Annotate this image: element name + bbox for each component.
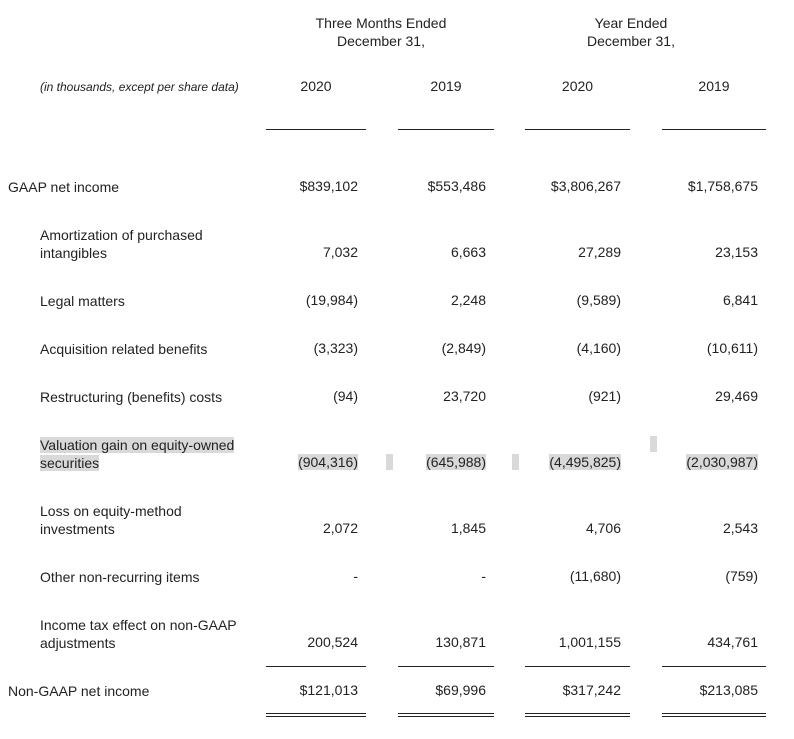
group-header-line1: Year Ended [594,15,668,31]
row-label [40,226,203,262]
total-rule [525,713,630,714]
header-rule [398,129,494,130]
row-label[interactable] [40,436,234,472]
row-value: 23,720 [443,388,486,404]
year-header-q-2019: 2019 [430,78,462,94]
row-value: (759) [725,568,758,584]
row-value: 200,524 [307,634,358,650]
row-value: $317,242 [562,682,621,698]
row-value: 4,706 [585,520,621,536]
group-header-year [531,14,731,50]
total-rule [662,716,766,717]
row-value: 1,001,155 [558,634,621,650]
row-label [40,502,182,538]
total-rule [662,713,766,714]
row-value: 1,845 [450,520,486,536]
year-header-y-2019: 2019 [698,78,730,94]
group-header-line2: December 31, [337,33,425,49]
row-value: $121,013 [299,682,358,698]
row-value: 7,032 [322,244,358,260]
row-value: 23,153 [715,244,758,260]
group-header-line1: Three Months Ended [315,15,447,31]
row-label-line2: adjustments [40,635,116,651]
subtotal-rule [525,666,630,667]
selection-marker [650,436,657,452]
total-rule [525,716,630,717]
row-value: (9,589) [576,292,621,308]
row-value: $1,758,675 [687,178,758,194]
row-value: $69,996 [435,682,486,698]
selection-marker [386,454,393,470]
row-value: (2,849) [441,340,486,356]
selection-marker [512,454,519,470]
row-value: 130,871 [435,634,486,650]
row-value: 2,072 [322,520,358,536]
row-label: Legal matters [40,293,125,309]
row-value: (4,160) [576,340,621,356]
row-label: GAAP net income [8,179,120,195]
row-label: Non-GAAP net income [8,683,150,699]
row-value: (904,316) [298,454,358,470]
row-value: $213,085 [699,682,758,698]
row-value: (11,680) [569,568,621,584]
row-label: Other non-recurring items [40,569,200,585]
row-value: 29,469 [715,388,758,404]
row-label [40,616,237,652]
year-header-q-2020: 2020 [300,78,332,94]
row-label-line1: Amortization of purchased [40,227,203,243]
row-value: (2,030,987) [686,454,758,470]
total-rule [398,716,494,717]
row-label-line2: securities [40,455,100,471]
row-label: Restructuring (benefits) costs [40,389,223,405]
total-rule [398,713,494,714]
row-label-line2: investments [40,521,115,537]
total-rule [266,713,366,714]
row-value: (3,323) [313,340,358,356]
subtotal-rule [398,666,494,667]
header-rule [525,129,630,130]
row-value: 434,761 [707,634,758,650]
subtotal-rule [266,666,366,667]
row-value: (10,611) [706,340,758,356]
header-rule [266,129,366,130]
row-value: 2,248 [450,292,486,308]
total-rule [266,716,366,717]
row-label-line1: Income tax effect on non-GAAP [40,617,237,633]
row-value: (4,495,825) [549,454,621,470]
row-label-line1: Loss on equity-method [40,503,182,519]
row-value: (921) [588,388,621,404]
row-value: - [353,568,358,584]
row-value: (645,988) [426,454,486,470]
row-value: (94) [333,388,358,404]
row-label: Acquisition related benefits [40,341,208,357]
row-value: $3,806,267 [550,178,621,194]
header-rule [662,129,766,130]
row-value: 6,841 [722,292,758,308]
row-value: $839,102 [299,178,358,194]
row-label-line1: Valuation gain on equity-owned [40,437,235,453]
row-value: 2,543 [722,520,758,536]
row-value: $553,486 [427,178,486,194]
row-label-line2: intangibles [40,245,107,261]
group-header-line2: December 31, [587,33,675,49]
row-value: - [481,568,486,584]
year-header-y-2020: 2020 [561,78,594,94]
subtotal-rule [662,666,766,667]
units-note: (in thousands, except per share data) [40,80,239,94]
row-value: 6,663 [450,244,486,260]
row-value: 27,289 [578,244,621,260]
row-value: (19,984) [305,292,358,308]
group-header-three-months [281,14,481,50]
